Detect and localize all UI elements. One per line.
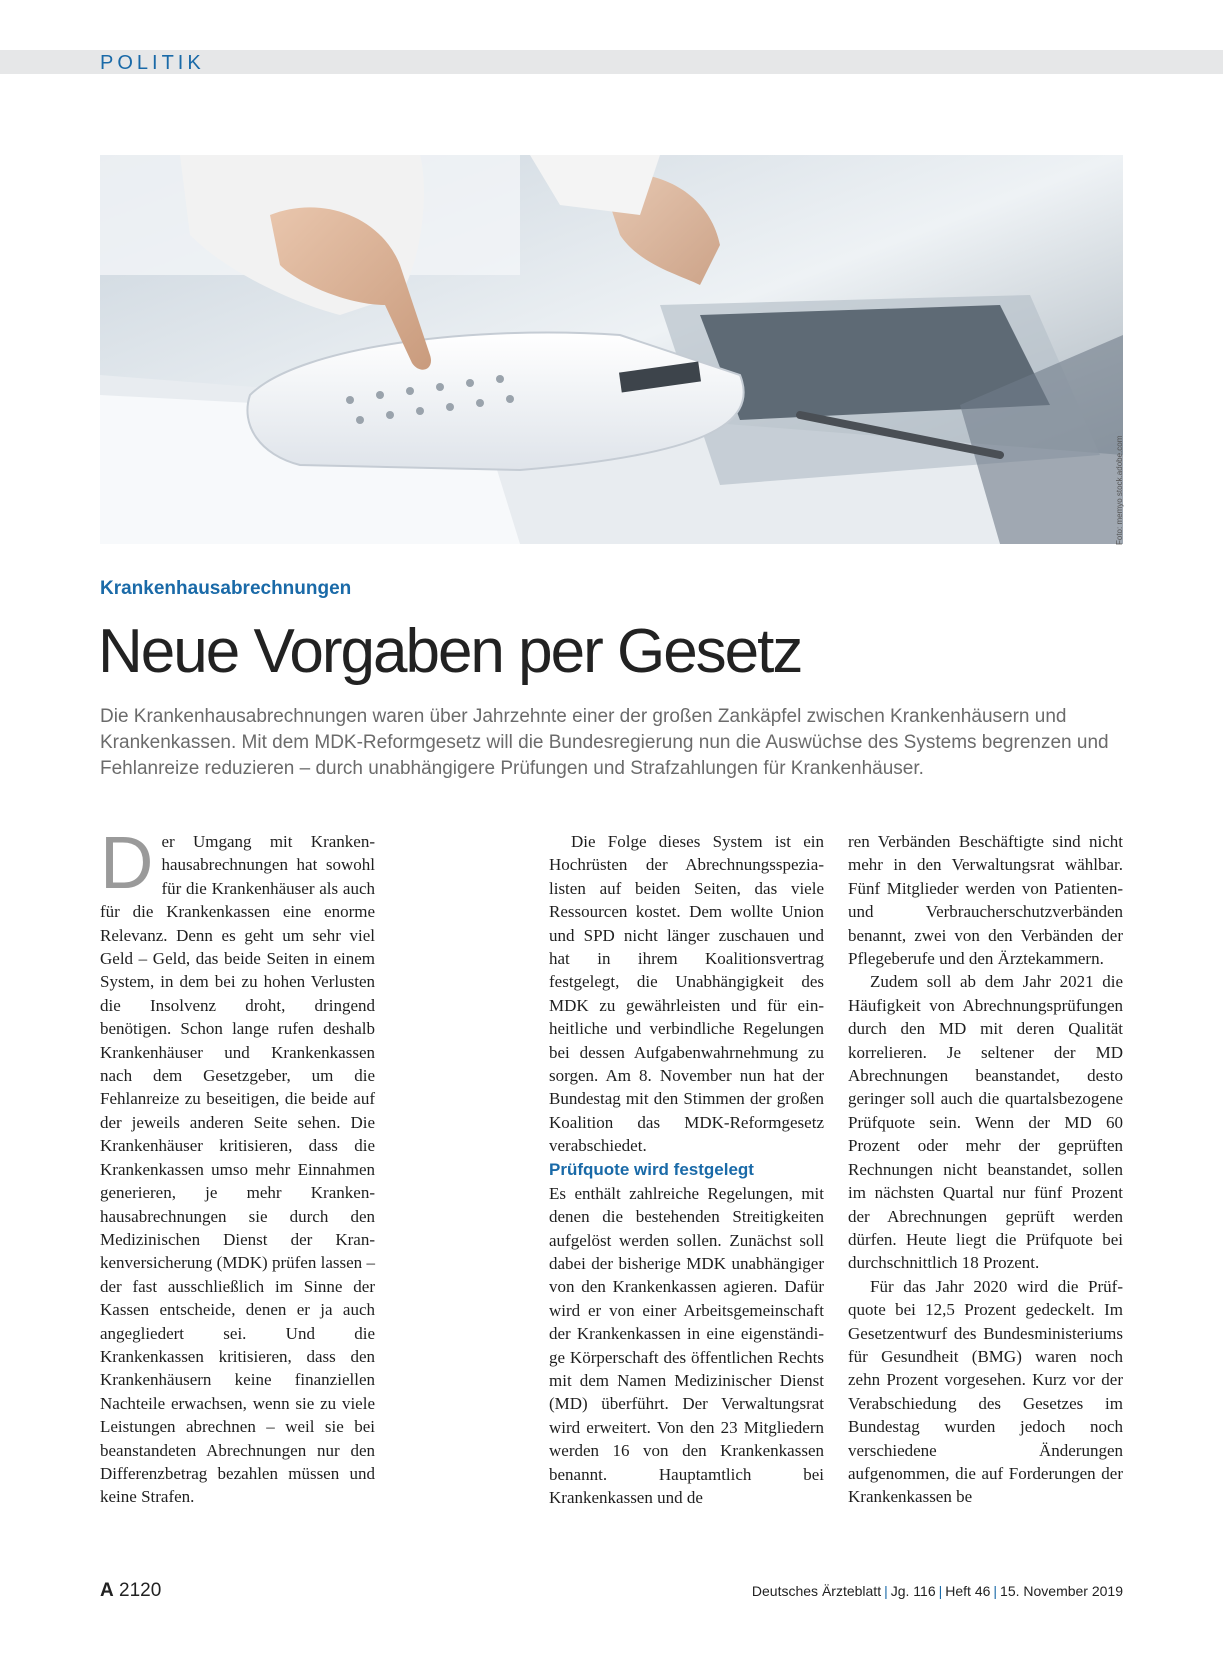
journal-date: 15. November 2019: [1000, 1583, 1123, 1599]
page-number-value: 2120: [119, 1580, 162, 1601]
paragraph: Die Folge dieses System ist ein Hochrüsten der Abrechnungsspezialisten auf beiden Seiten, das viele Ressourcen kostet. Dem wollte Union und SPD nicht länger zuschauen und hat in ihrem Koalitionsvertrag festgelegt, die Unabhängigkeit des MDK zu gewährleisten und für einheitliche und verbindliche Regelungen bei dessen Aufgabenwahrnehmung zu sorgen. Am 8. November nun hat der Bundestag mit den Stimmen der großen Koalition das MDK-Reformgesetz verabschiedet.: [549, 832, 824, 1156]
separator: |: [938, 1583, 943, 1599]
journal-issue: Heft 46: [945, 1583, 991, 1599]
paragraph: Für das Jahr 2020 wird die Prüfquote bei 12,5 Prozent gedeckelt. Im Gesetzentwurf des Bundesministeriums für Gesundheit (BMG) waren noch zehn Prozent vorgesehen. Kurz vor der Verabschiedung des Gesetzes im Bundestag wurden jedoch noch verschiedene Änderungen aufgenommen, die auf Forderungen der Krankenkassen be: [848, 1276, 1123, 1507]
page-number: [100, 1580, 161, 1602]
paragraph: ren Verbänden Beschäftigte sind nicht mehr in den Verwaltungsrat wählbar. Fünf Mitglieder werden von Patienten- und Verbraucherschutzverbänden benannt, zwei von den Verbänden der Pflegeberufe und den Ärztekammern.: [848, 832, 1123, 969]
journal-footer: [752, 1583, 1123, 1599]
paragraph: er Umgang mit Krankenhausabrechnungen hat sowohl für die Krankenhäuser als auch für die Krankenkassen eine enorme Relevanz. Denn es geht um sehr viel Geld – Geld, das beide Seiten in einem System, in dem bei zu hohen Verlusten die Insolvenz droht, dringend benötigen. Schon lange rufen deshalb Krankenhäuser und Krankenkassen nach dem Gesetzgeber, um die Fehlanreize zu beseitigen, die beide auf der jeweils anderen Seite sehen. Die Krankenhäuser kritisieren, dass die Krankenkassen umso mehr Einnahmen generieren, je mehr Krankenhausabrechnungen sie durch den Medizinischen Dienst der Krankenversicherung (MDK) prüfen lassen – der fast ausschließlich im Sinne der Kassen entscheide, denen er ja auch angegliedert sei. Und die Krankenkassen kritisieren, dass den Krankenhäusern keine finanziellen Nachteile erwachsen, wenn sie zu viele Leistungen abrechnen – weil sie bei beanstandeten Abrechnungen nur den Differenzbetrag bezahlen müssen und keine Strafen.: [100, 832, 375, 1507]
article-photo: [100, 155, 1123, 544]
journal-volume: Jg. 116: [890, 1583, 936, 1599]
journal-name: Deutsches Ärzteblatt: [751, 1583, 882, 1599]
paragraph: Zudem soll ab dem Jahr 2021 die Häufigkeit von Abrechnungsprüfungen durch den MD mit deren Qualität korrelieren. Je seltener der MD Abrechnungen beanstandet, desto geringer soll auch die quartalsbezogene Prüfquote sein. Wenn der MD 60 Prozent oder mehr der geprüften Rechnungen nicht beanstandet, sollen im nächsten Quartal nur fünf Prozent der Abrechnungen geprüft werden dürfen. Heute liegt die Prüfquote bei durchschnittlich 18 Prozent.: [848, 972, 1123, 1273]
photo-credit: Foto: memyo stock.adobe.com: [1115, 435, 1124, 545]
article-kicker: Krankenhausabrechnungen: [100, 578, 352, 599]
text-column-3: [848, 830, 1123, 1509]
article-headline: Neue Vorgaben per Gesetz: [98, 617, 802, 686]
article-lead: Die Krankenhausabrechnungen waren über Jahrzehnte einer der großen Zankäpfel zwischen Krankenhäusern und Krankenkassen. Mit dem MDK-Reformgesetz will die Bundesregierung nun die Auswüchse des Systems begrenzen und Fehlanreize reduzieren – durch unabhängigere Prüfungen und Strafzahlungen für Krankenhäuser.: [100, 706, 1109, 779]
dropcap: D: [100, 821, 154, 904]
page-prefix: A: [100, 1580, 114, 1601]
separator: |: [884, 1583, 888, 1599]
text-column-1: [100, 821, 375, 1509]
paragraph: Es enthält zahlreiche Regelungen, mit denen die bestehenden Streitigkeiten aufgelöst werden sollen. Zunächst soll dabei der bisherige MDK unabhängiger von den Krankenkassen agieren. Dafür wird er von einer Arbeitsgemeinschaft der Krankenkassen in eine eigenständige Körperschaft des öffentlichen Rechts mit dem Namen Medizinischer Dienst (MD) überführt. Der Verwaltungsrat wird erweitert. Von den 23 Mitgliedern werden 16 von den Krankenkassen benannt. Hauptamtlich bei Krankenkassen und de: [549, 1183, 824, 1507]
separator: |: [993, 1583, 998, 1599]
subheading: Prüfquote wird festgelegt: [549, 1159, 754, 1179]
section-label: POLITIK: [100, 52, 205, 74]
text-column-2: [549, 830, 824, 1509]
